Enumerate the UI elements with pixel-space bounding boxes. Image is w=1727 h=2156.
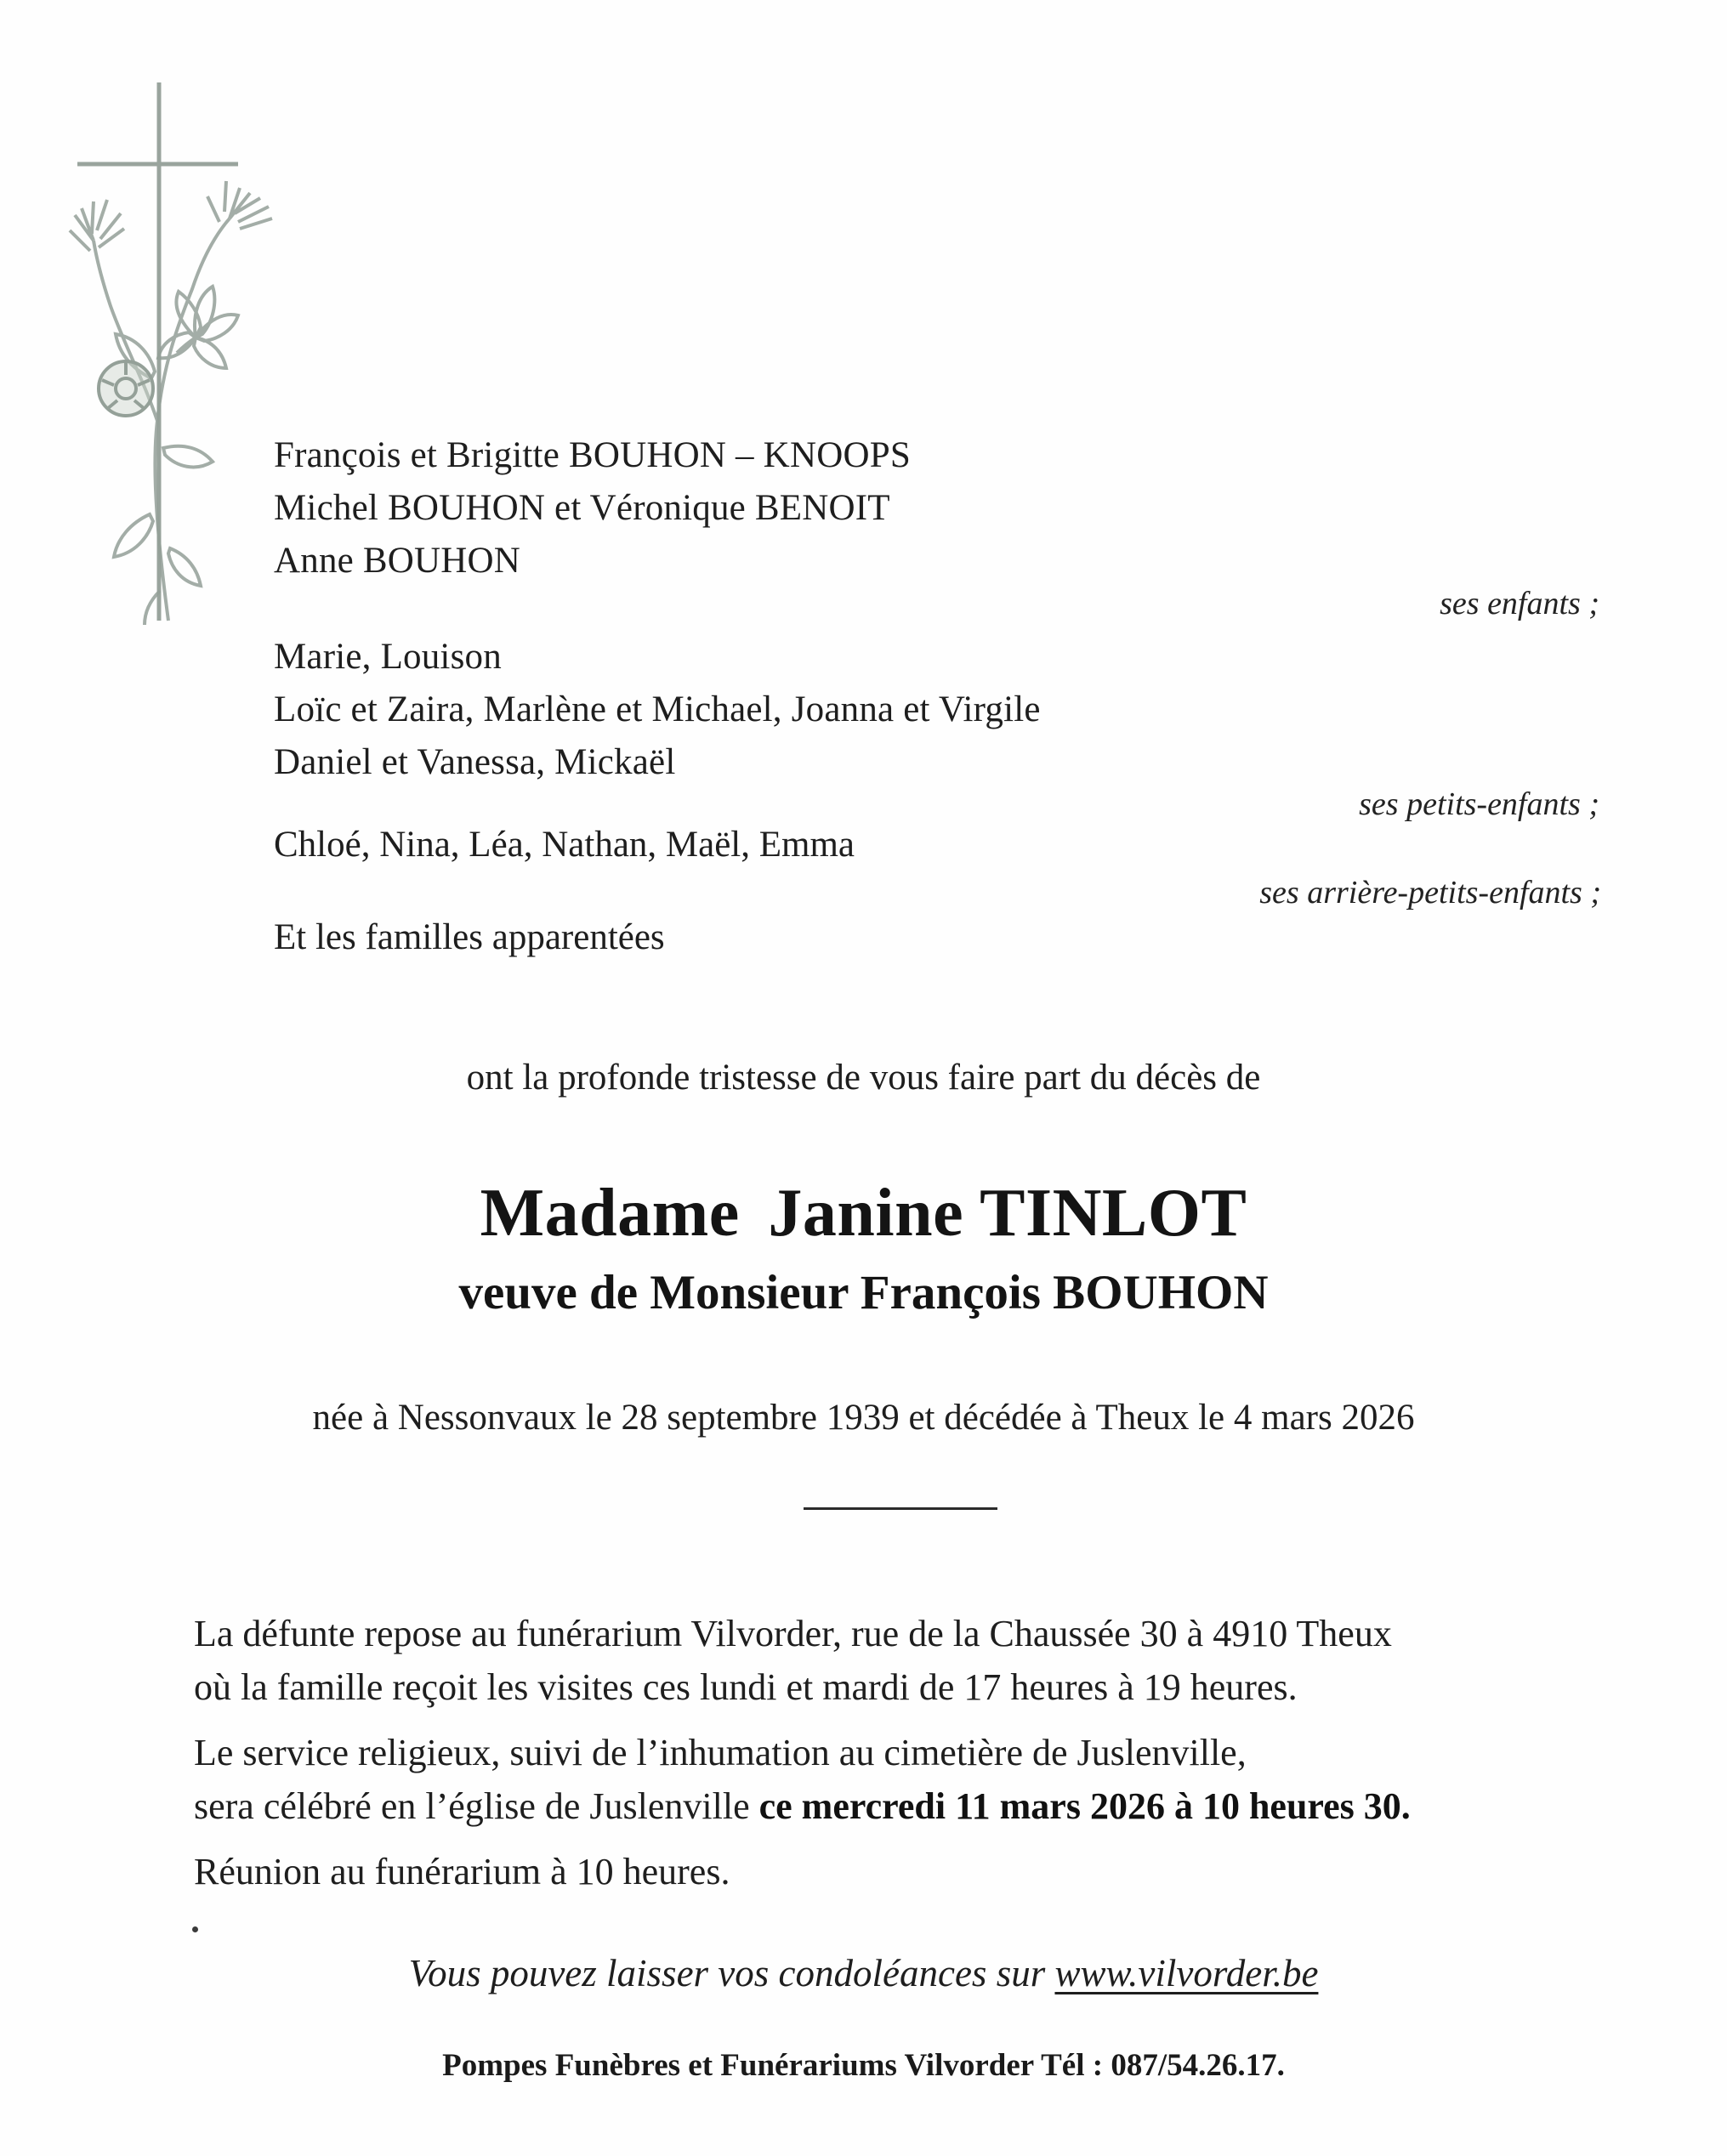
children-name-line: Anne BOUHON: [274, 541, 521, 581]
children-relation-label: ses enfants ;: [1440, 586, 1599, 621]
birth-death-line: née à Nessonvaux le 28 septembre 1939 et décédée à Theux le 4 mars 2026: [312, 1398, 1415, 1438]
meeting-line: Réunion au funérarium à 10 heures.: [194, 1851, 730, 1892]
service-line-with-date: [194, 1779, 1411, 1833]
deceased-honorific: Madame: [480, 1176, 740, 1251]
grandchildren-relation-label: ses petits-enfants ;: [1359, 786, 1599, 822]
condolences-text: Vous pouvez laisser vos condoléances sur: [408, 1952, 1055, 1994]
grandchildren-names-block: [274, 631, 1041, 789]
children-name-line: François et Brigitte BOUHON – KNOOPS: [274, 435, 911, 475]
repose-line: La défunte repose au funérarium Vilvorder, rue de la Chaussée 30 à 4910 Theux: [194, 1613, 1392, 1654]
great-grandchildren-relation-label: ses arrière-petits-enfants ;: [1259, 875, 1601, 911]
children-name-line: Michel BOUHON et Véronique BENOIT: [274, 488, 890, 528]
widow-line: veuve de Monsieur François BOUHON: [458, 1266, 1269, 1319]
service-paragraph: [194, 1726, 1411, 1833]
children-names-block: [274, 429, 911, 587]
service-line-regular: sera célébré en l’église de Juslenville: [194, 1785, 759, 1827]
funeral-home-footer: Pompes Funèbres et Funérariums Vilvorder Tél : 087/54.26.17.: [442, 2048, 1285, 2083]
grandchildren-name-line: Marie, Louison: [274, 637, 502, 677]
wheat-and-stems: [70, 181, 272, 625]
scan-dot-artifact: [192, 1926, 198, 1932]
flower-icon: [99, 361, 153, 416]
section-divider: [804, 1507, 997, 1510]
repose-line: où la famille reçoit les visites ces lundi et mardi de 17 heures à 19 heures.: [194, 1666, 1298, 1708]
grandchildren-name-line: Daniel et Vanessa, Mickaël: [274, 742, 676, 782]
announcement-intro-line: ont la profonde tristesse de vous faire part du décès de: [466, 1058, 1261, 1098]
cross-and-flowers-illustration: [49, 72, 292, 633]
great-grandchildren-names-line: Chloé, Nina, Léa, Nathan, Maël, Emma: [274, 825, 855, 865]
condolences-website-url: www.vilvorder.be: [1054, 1952, 1319, 1994]
service-date-bold: ce mercredi 11 mars 2026 à 10 heures 30.: [758, 1785, 1411, 1827]
related-families-line: Et les familles apparentées: [274, 917, 665, 957]
deceased-name-title: [0, 1175, 1727, 1252]
grandchildren-name-line: Loïc et Zaira, Marlène et Michael, Joanna et Virgile: [274, 689, 1041, 729]
deceased-full-name: Janine TINLOT: [768, 1176, 1247, 1251]
condolences-line: [0, 1951, 1727, 1995]
service-line: Le service religieux, suivi de l’inhumation au cimetière de Juslenville,: [194, 1732, 1247, 1773]
repose-paragraph: [194, 1607, 1392, 1714]
